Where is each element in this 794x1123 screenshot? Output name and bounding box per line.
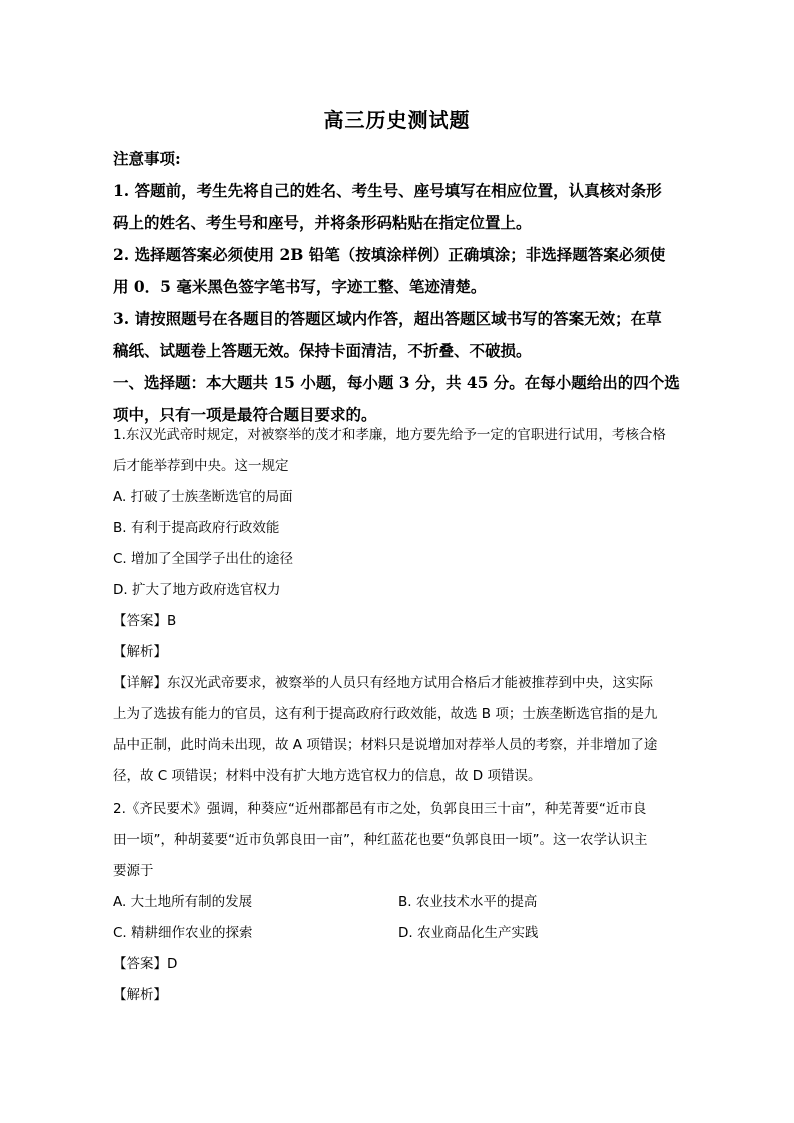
question-1-analysis-heading: 【解析】 [113, 644, 167, 660]
question-1-stem-line-1: 1.东汉光武帝时规定，对被察举的茂才和孝廉，地方要先给予一定的官职进行试用，考核合格 [113, 427, 666, 443]
question-2-option-c: C. 精耕细作农业的探索 [113, 925, 253, 941]
question-2-option-d: D. 农业商品化生产实践 [398, 925, 539, 941]
question-2-stem-line-1: 2.《齐民要术》强调，种葵应“近州郡都邑有市之处，负郭良田三十亩”，种芜菁要“近市良 [113, 801, 647, 817]
notice-item-1-line-2: 码上的姓名、考生号和座号，并将条形码粘贴在指定位置上。 [113, 213, 532, 232]
question-1-detail-line-2: 上为了选拔有能力的官员，这有利于提高政府行政效能，故选 B 项；士族垄断选官指的是九 [113, 706, 658, 722]
notice-item-2-line-1: 2. 选择题答案必须使用 2B 铅笔（按填涂样例）正确填涂；非选择题答案必须使 [113, 245, 666, 264]
page-title: 高三历史测试题 [323, 108, 471, 132]
question-2-analysis-heading: 【解析】 [113, 987, 167, 1003]
notice-heading: 注意事项: [113, 149, 181, 168]
question-2-options-row-1 [113, 887, 683, 918]
question-2-option-b: B. 农业技术水平的提高 [398, 894, 538, 910]
question-1-stem-line-2: 后才能举荐到中央。这一规定 [113, 458, 289, 474]
question-2 [113, 794, 683, 1011]
question-2-stem-line-2: 田一顷”，种胡荽要“近市负郭良田一亩”，种红蓝花也要“负郭良田一顷”。这一农学认识主 [113, 832, 648, 848]
question-1 [113, 420, 683, 792]
question-1-option-b: B. 有利于提高政府行政效能 [113, 520, 280, 536]
question-1-option-a: A. 打破了士族垄断选官的局面 [113, 489, 293, 505]
question-1-answer: 【答案】B [113, 613, 177, 629]
question-2-stem-line-3: 要源于 [113, 863, 154, 879]
question-2-options-row-2 [113, 918, 683, 949]
notice-item-3-line-1: 3. 请按照题号在各题目的答题区域内作答，超出答题区域书写的答案无效；在草 [113, 309, 662, 328]
question-1-option-c: C. 增加了全国学子出仕的途径 [113, 551, 294, 567]
notice-item-2-line-2: 用 0．5 毫米黑色签字笔书写，字迹工整、笔迹清楚。 [113, 277, 487, 296]
section-heading-line-1: 一、选择题：本大题共 15 小题，每小题 3 分，共 45 分。在每小题给出的四个选 [113, 373, 680, 392]
section-heading-line-2: 项中，只有一项是最符合题目要求的。 [113, 405, 377, 424]
question-1-detail-line-3: 品中正制，此时尚未出现，故 A 项错误；材料只是说增加对荐举人员的考察，并非增加了途 [113, 737, 658, 753]
question-1-detail-line-1: 【详解】东汉光武帝要求，被察举的人员只有经地方试用合格后才能被推荐到中央，这实际 [113, 675, 653, 691]
question-2-answer: 【答案】D [113, 956, 178, 972]
notice-item-1-line-1: 1. 答题前，考生先将自己的姓名、考生号、座号填写在相应位置，认真核对条形 [113, 181, 662, 200]
question-1-option-d: D. 扩大了地方政府选官权力 [113, 582, 281, 598]
question-2-option-a: A. 大土地所有制的发展 [113, 894, 253, 910]
question-1-detail-line-4: 径，故 C 项错误；材料中没有扩大地方选官权力的信息，故 D 项错误。 [113, 768, 542, 784]
notice-item-3-line-2: 稿纸、试题卷上答题无效。保持卡面清洁，不折叠、不破损。 [113, 341, 532, 360]
notice-section [113, 143, 683, 431]
